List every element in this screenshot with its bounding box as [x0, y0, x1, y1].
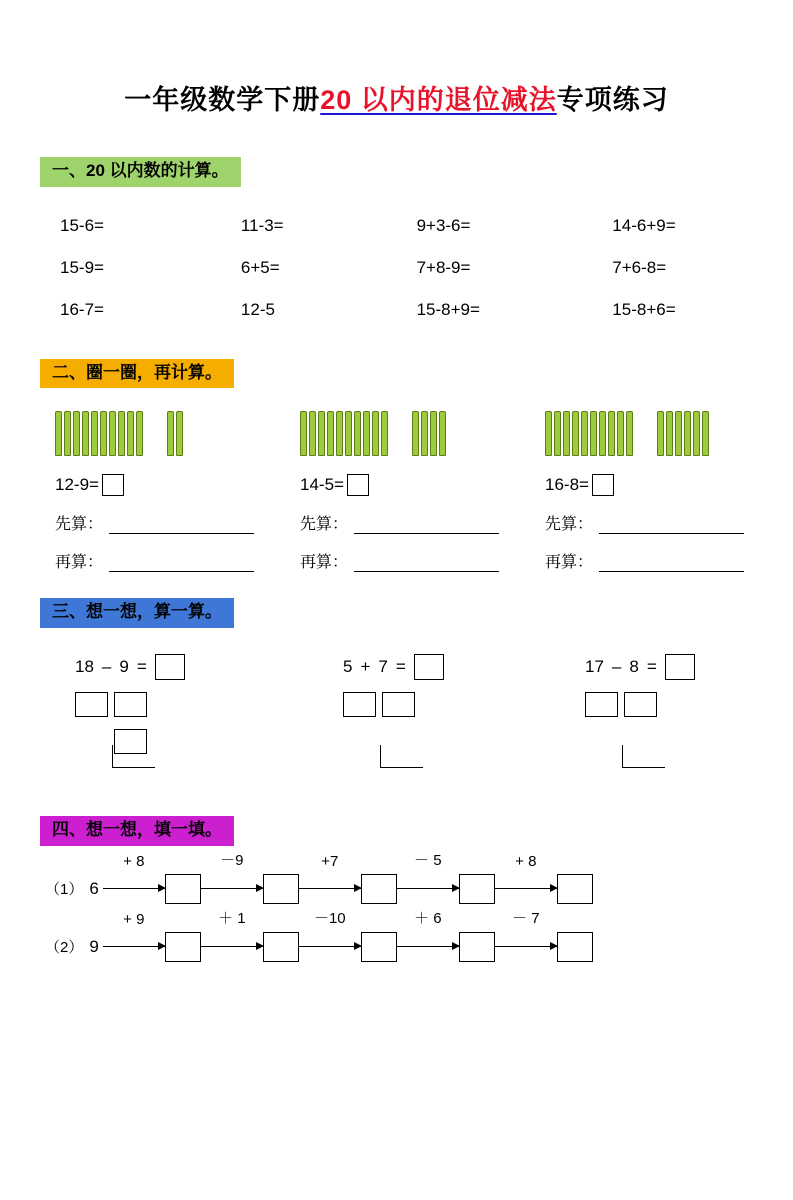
chain-step-label: +7 — [321, 852, 339, 870]
problem-line — [55, 474, 300, 496]
operand-right: 8 — [629, 657, 639, 677]
chain-box[interactable] — [459, 932, 495, 962]
write-in-blank[interactable] — [599, 557, 744, 572]
first-step-label: 先算： — [545, 516, 594, 534]
stick-icon — [167, 411, 174, 456]
section-3-header: 三、想一想，算一算。 — [40, 598, 234, 628]
stick-icon — [372, 411, 379, 456]
chain-box[interactable] — [361, 874, 397, 904]
problem-line — [300, 474, 545, 496]
problem-text: 14-5= — [300, 475, 344, 495]
chain-arrow — [299, 909, 361, 962]
chain-row — [0, 909, 793, 962]
stick-icon — [563, 411, 570, 456]
calc-cell: 14-6+9= — [612, 215, 676, 235]
arrow-icon — [397, 888, 459, 889]
stick-icon — [545, 411, 552, 456]
section-2-header: 二、圈一圈，再计算。 — [40, 359, 234, 389]
result-box[interactable] — [155, 654, 185, 680]
calc-cell: 15-8+6= — [612, 299, 676, 319]
stick-bundle — [300, 410, 545, 456]
chain-row — [0, 851, 793, 904]
chain-step-label: ＋ 1 — [218, 909, 246, 927]
stick-icon — [608, 411, 615, 456]
chain-box[interactable] — [459, 874, 495, 904]
first-step-line — [545, 511, 790, 534]
split-box-right[interactable] — [114, 692, 147, 717]
calc-cell: 16-7= — [60, 299, 104, 319]
chain-arrow — [201, 909, 263, 962]
calc-cell: 12-5 — [240, 299, 275, 319]
write-in-blank[interactable] — [109, 519, 254, 534]
stick-icon — [318, 411, 325, 456]
chain-box[interactable] — [557, 932, 593, 962]
write-in-blank[interactable] — [354, 557, 499, 572]
first-step-label: 先算： — [55, 516, 104, 534]
equation-line — [55, 654, 301, 680]
stick-icon — [327, 411, 334, 456]
stick-icon — [702, 411, 709, 456]
operand-left: 5 — [343, 657, 353, 677]
chain-arrow — [201, 851, 263, 904]
stick-icon — [626, 411, 633, 456]
arrow-icon — [103, 946, 165, 947]
chain-arrow — [103, 910, 165, 962]
write-in-blank[interactable] — [599, 519, 744, 534]
chain-start-value: 6 — [89, 878, 99, 898]
stick-icon — [127, 411, 134, 456]
stick-icon — [309, 411, 316, 456]
problem-line — [545, 474, 790, 496]
stick-icon — [590, 411, 597, 456]
worksheet-page — [0, 78, 793, 1200]
chain-arrow — [299, 852, 361, 904]
operator: – — [101, 657, 112, 677]
result-box[interactable] — [414, 654, 444, 680]
table-row — [0, 205, 793, 247]
stick-icon — [136, 411, 143, 456]
stick-icon — [439, 411, 446, 456]
chain-box[interactable] — [165, 874, 201, 904]
sticks-item — [55, 410, 300, 572]
split-box-right[interactable] — [382, 692, 415, 717]
stick-icon — [91, 411, 98, 456]
chain-arrow — [495, 909, 557, 962]
operand-right: 7 — [378, 657, 388, 677]
calc-cell: 15-6= — [60, 215, 104, 235]
stick-icon — [118, 411, 125, 456]
sticks-item — [300, 410, 545, 572]
chain-arrow — [397, 909, 459, 962]
arrow-icon — [495, 946, 557, 947]
calc-cell: 7+8-9= — [416, 257, 471, 277]
stick-icon — [693, 411, 700, 456]
chain-box[interactable] — [263, 874, 299, 904]
first-step-line — [55, 511, 300, 534]
chain-index: （1） — [45, 881, 84, 899]
stick-icon — [572, 411, 579, 456]
answer-box[interactable] — [347, 474, 369, 496]
split-box-left[interactable] — [585, 692, 618, 717]
stick-icon — [73, 411, 80, 456]
sticks-row — [0, 410, 793, 572]
stick-icon — [412, 411, 419, 456]
stick-icon — [554, 411, 561, 456]
stick-icon — [100, 411, 107, 456]
chain-step-label: + 8 — [123, 852, 145, 870]
stick-icon — [581, 411, 588, 456]
section-1-header: 一、20 以内数的计算。 — [40, 157, 241, 187]
equals-sign: = — [136, 657, 147, 677]
stick-icon — [421, 411, 428, 456]
first-step-line — [300, 511, 545, 534]
chain-arrow — [495, 852, 557, 904]
second-step-label: 再算： — [55, 554, 104, 572]
table-row — [0, 289, 793, 331]
arrow-icon — [201, 888, 263, 889]
second-step-label: 再算： — [300, 554, 349, 572]
section-1 — [40, 157, 793, 187]
stick-icon — [354, 411, 361, 456]
arrow-icon — [299, 888, 361, 889]
chain-step-label: + 8 — [515, 852, 537, 870]
chain-box[interactable] — [361, 932, 397, 962]
chain-step-label: －9 — [220, 851, 244, 869]
title-suffix: 专项练习 — [556, 85, 669, 115]
problem-text: 12-9= — [55, 475, 99, 495]
stick-icon — [109, 411, 116, 456]
stick-icon — [684, 411, 691, 456]
split-boxes — [55, 692, 301, 717]
split-box-right[interactable] — [624, 692, 657, 717]
calc-cell: 6+5= — [240, 257, 280, 277]
stick-icon — [345, 411, 352, 456]
stick-icon — [430, 411, 437, 456]
stick-icon — [666, 411, 673, 456]
stick-icon — [657, 411, 664, 456]
connector-line — [380, 745, 423, 768]
operand-right: 9 — [119, 657, 129, 677]
arrow-icon — [299, 946, 361, 947]
chain-box[interactable] — [557, 874, 593, 904]
stick-icon — [55, 411, 62, 456]
first-step-label: 先算： — [300, 516, 349, 534]
decomposition-item — [547, 654, 793, 794]
arrow-icon — [103, 888, 165, 889]
stick-icon — [336, 411, 343, 456]
split-boxes — [547, 692, 793, 717]
decomposition-item — [301, 654, 547, 794]
split-boxes — [301, 692, 547, 717]
stick-icon — [300, 411, 307, 456]
section-2 — [40, 359, 793, 389]
operand-left: 18 — [75, 657, 94, 677]
write-in-blank[interactable] — [354, 519, 499, 534]
stick-bundle — [545, 410, 790, 456]
second-step-line — [545, 549, 790, 572]
stick-icon — [176, 411, 183, 456]
chain-box[interactable] — [165, 932, 201, 962]
section-4 — [40, 816, 793, 846]
chain-index: （2） — [45, 939, 84, 957]
stick-icon — [381, 411, 388, 456]
result-box[interactable] — [665, 654, 695, 680]
chain-arrow — [103, 852, 165, 904]
stick-icon — [363, 411, 370, 456]
split-box-left[interactable] — [343, 692, 376, 717]
calc-cell: 15-9= — [60, 257, 104, 277]
equals-sign: = — [646, 657, 657, 677]
chain-step-label: －10 — [313, 909, 346, 927]
decomposition-item — [55, 654, 301, 794]
calc-cell: 9+3-6= — [416, 215, 471, 235]
stick-icon — [617, 411, 624, 456]
arrow-icon — [201, 946, 263, 947]
section-3 — [40, 598, 793, 628]
decomposition-row — [0, 654, 793, 794]
calc-cell: 11-3= — [240, 215, 284, 235]
title-prefix: 一年级数学下册 — [124, 85, 321, 115]
operator: + — [360, 657, 371, 677]
stick-icon — [64, 411, 71, 456]
chain-start-value: 9 — [89, 936, 99, 956]
arithmetic-grid — [0, 205, 793, 331]
title-highlight: 20 以内的退位减法 — [320, 85, 557, 115]
chain-arrow — [397, 851, 459, 904]
problem-text: 16-8= — [545, 475, 589, 495]
sticks-item — [545, 410, 790, 572]
stick-bundle — [55, 410, 300, 456]
operator: – — [611, 657, 622, 677]
chain-step-label: － 5 — [414, 851, 442, 869]
calc-cell: 15-8+9= — [416, 299, 480, 319]
chain-box[interactable] — [263, 932, 299, 962]
equation-line — [301, 654, 547, 680]
write-in-blank[interactable] — [109, 557, 254, 572]
second-step-label: 再算： — [545, 554, 594, 572]
second-step-line — [55, 549, 300, 572]
calc-cell: 7+6-8= — [612, 257, 667, 277]
connector-line — [112, 745, 155, 768]
table-row — [0, 247, 793, 289]
section-4-header: 四、想一想，填一填。 — [40, 816, 234, 846]
connector-line — [622, 745, 665, 768]
chain-step-label: + 9 — [123, 910, 145, 928]
equation-line — [547, 654, 793, 680]
chain-step-label: ＋ 6 — [414, 909, 442, 927]
split-box-left[interactable] — [75, 692, 108, 717]
stick-icon — [82, 411, 89, 456]
chain-step-label: － 7 — [512, 909, 540, 927]
page-title — [0, 78, 793, 117]
arrow-icon — [397, 946, 459, 947]
second-step-line — [300, 549, 545, 572]
stick-icon — [599, 411, 606, 456]
arrow-icon — [495, 888, 557, 889]
operand-left: 17 — [585, 657, 604, 677]
answer-box[interactable] — [102, 474, 124, 496]
equals-sign: = — [395, 657, 406, 677]
stick-icon — [675, 411, 682, 456]
answer-box[interactable] — [592, 474, 614, 496]
